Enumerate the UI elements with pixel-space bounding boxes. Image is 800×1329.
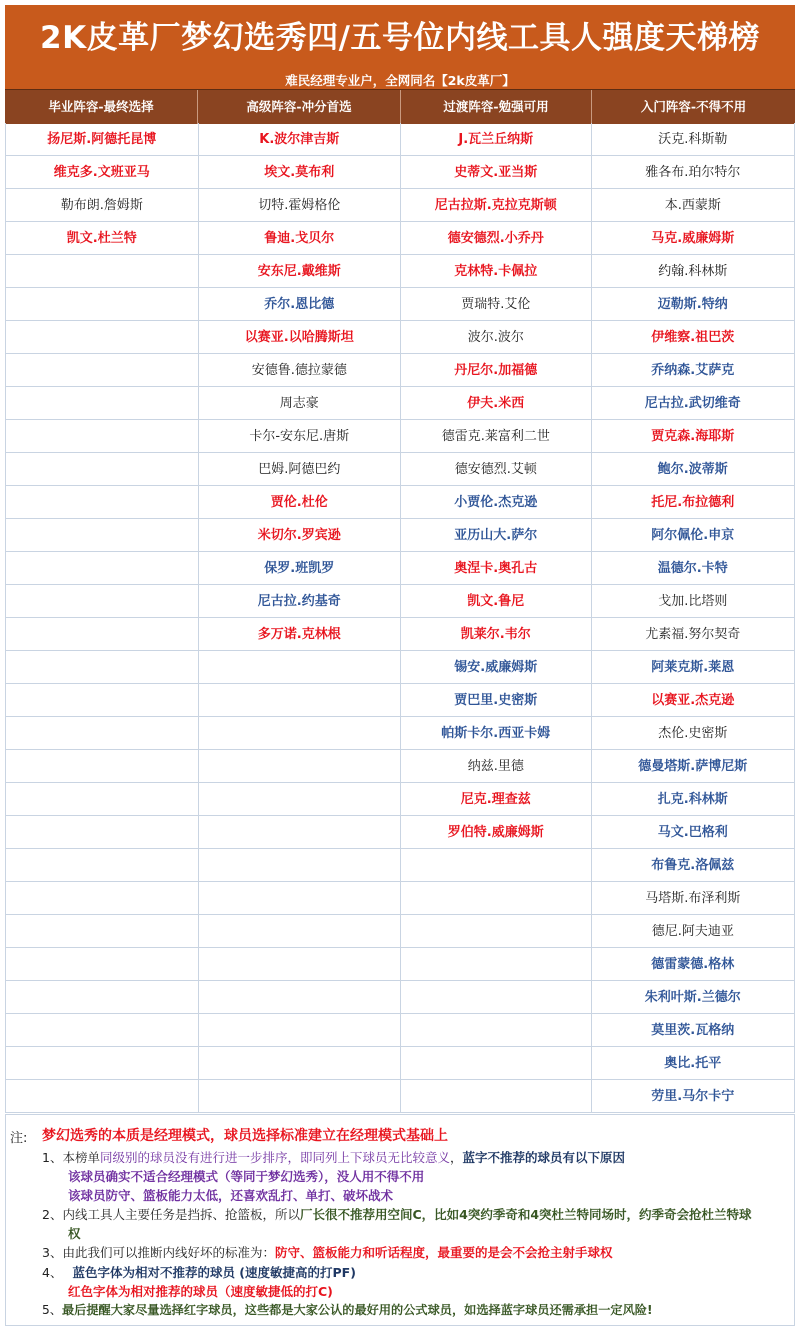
player-cell: 戈加.比塔则 (592, 585, 794, 618)
player-cell: 米切尔.罗宾逊 (199, 519, 400, 552)
empty-cell (199, 1080, 400, 1113)
empty-cell (6, 585, 198, 618)
empty-cell (199, 849, 400, 882)
empty-cell (199, 816, 400, 849)
empty-cell (6, 1014, 198, 1047)
empty-cell (199, 981, 400, 1014)
player-cell: 德尼.阿夫迪亚 (592, 915, 794, 948)
empty-cell (6, 915, 198, 948)
player-cell: 尼克.理查兹 (401, 783, 591, 816)
empty-cell (6, 684, 198, 717)
table-header (5, 89, 795, 124)
note-2-green: 厂长很不推荐用空间C，比如4突约季奇和4突杜兰特同场时，约季奇会抢杜兰特球 (299, 1207, 752, 1222)
player-cell: 德安德烈.艾顿 (401, 453, 591, 486)
empty-cell (6, 288, 198, 321)
note-1 (42, 1148, 625, 1166)
empty-cell (6, 816, 198, 849)
notes-section (5, 1114, 795, 1326)
player-cell: 切特.霍姆格伦 (199, 189, 400, 222)
player-cell: 保罗.班凯罗 (199, 552, 400, 585)
empty-cell (199, 651, 400, 684)
empty-cell (6, 618, 198, 651)
player-cell: 多万诺.克林根 (199, 618, 400, 651)
player-cell: 贾巴里.史密斯 (401, 684, 591, 717)
player-cell: 扬尼斯.阿德托昆博 (6, 123, 198, 156)
empty-cell (401, 849, 591, 882)
note-4-red: 红色字体为相对推荐的球员（速度敏捷低的打C) (68, 1284, 333, 1299)
player-cell: 莫里茨.瓦格纳 (592, 1014, 794, 1047)
empty-cell (401, 915, 591, 948)
player-cell: 雅各布.珀尔特尔 (592, 156, 794, 189)
player-cell: 乔尔.恩比德 (199, 288, 400, 321)
player-cell: 马塔斯.布泽利斯 (592, 882, 794, 915)
page-subtitle: 难民经理专业户，全网同名【2k皮革厂】 (285, 73, 515, 88)
player-cell: 杰伦.史密斯 (592, 717, 794, 750)
tier-column-3 (401, 123, 592, 1113)
empty-cell (6, 783, 198, 816)
player-cell: 以赛亚.杰克逊 (592, 684, 794, 717)
empty-cell (199, 750, 400, 783)
empty-cell (401, 1014, 591, 1047)
player-cell: 劳里.马尔卡宁 (592, 1080, 794, 1113)
column-header-4: 入门阵容-不得不用 (640, 99, 747, 114)
player-cell: 贾伦.杜伦 (199, 486, 400, 519)
column-header-1: 毕业阵容-最终选择 (5, 90, 198, 124)
player-cell: 尤素福.努尔契奇 (592, 618, 794, 651)
note-4-blue: 蓝色字体为相对不推荐的球员 (速度敏捷高的打PF) (72, 1265, 356, 1280)
empty-cell (199, 915, 400, 948)
player-cell: 尼古拉斯.克拉克斯顿 (401, 189, 591, 222)
empty-cell (6, 387, 198, 420)
player-cell: 约翰.科林斯 (592, 255, 794, 288)
player-cell: 埃文.莫布利 (199, 156, 400, 189)
player-cell: K.波尔津吉斯 (199, 123, 400, 156)
notes-prefix: 注: (10, 1131, 28, 1146)
note-1-sub1: 该球员确实不适合经理模式（等同于梦幻选秀），没人用不得不用 (68, 1169, 425, 1184)
player-cell: 贾瑞特.艾伦 (401, 288, 591, 321)
player-cell: 德安德烈.小乔丹 (401, 222, 591, 255)
empty-cell (199, 948, 400, 981)
empty-cell (401, 981, 591, 1014)
empty-cell (6, 651, 198, 684)
player-cell: 安德鲁.德拉蒙德 (199, 354, 400, 387)
note-4 (42, 1263, 356, 1281)
player-cell: 迈勒斯.特纳 (592, 288, 794, 321)
note-1-comma: ， (449, 1150, 463, 1165)
player-cell: 马文.巴格利 (592, 816, 794, 849)
empty-cell (6, 750, 198, 783)
note-4-lead: 4、 (42, 1265, 63, 1280)
player-cell: 纳兹.里德 (401, 750, 591, 783)
empty-cell (6, 486, 198, 519)
empty-cell (401, 1047, 591, 1080)
player-cell: 卡尔-安东尼.唐斯 (199, 420, 400, 453)
player-cell: 史蒂文.亚当斯 (401, 156, 591, 189)
empty-cell (6, 354, 198, 387)
note-3-lead: 3、由此我们可以推断内线好坏的标准为： (42, 1245, 275, 1260)
player-cell: 沃克.科斯勒 (592, 123, 794, 156)
empty-cell (6, 453, 198, 486)
empty-cell (6, 420, 198, 453)
player-cell: 以赛亚.以哈腾斯坦 (199, 321, 400, 354)
player-cell: 伊夫.米西 (401, 387, 591, 420)
empty-cell (6, 717, 198, 750)
player-cell: 巴姆.阿德巴约 (199, 453, 400, 486)
note-5 (42, 1301, 653, 1318)
player-cell: 奥涅卡.奥孔古 (401, 552, 591, 585)
empty-cell (6, 1047, 198, 1080)
empty-cell (6, 1080, 198, 1113)
player-cell: 德曼塔斯.萨博尼斯 (592, 750, 794, 783)
note-2-lead: 2、内线工具人主要任务是挡拆、抢篮板，所以 (42, 1207, 300, 1222)
player-cell: 小贾伦.杰克逊 (401, 486, 591, 519)
player-cell: 勒布朗.詹姆斯 (6, 189, 198, 222)
player-cell: 维克多.文班亚马 (6, 156, 198, 189)
tier-table (5, 123, 795, 1113)
title-banner (5, 5, 795, 89)
empty-cell (199, 684, 400, 717)
empty-cell (6, 849, 198, 882)
player-cell: 周志豪 (199, 387, 400, 420)
note-2 (42, 1205, 752, 1223)
note-1-purple: 同级别的球员没有进行进一步排序，即同列上下球员无比较意义 (99, 1150, 450, 1165)
player-cell: 温德尔.卡特 (592, 552, 794, 585)
note-1-blue: 蓝字不推荐的球员有以下原因 (462, 1150, 625, 1165)
player-cell: 本.西蒙斯 (592, 189, 794, 222)
player-cell: 凯文.杜兰特 (6, 222, 198, 255)
player-cell: 尼古拉.约基奇 (199, 585, 400, 618)
player-cell: 乔纳森.艾萨克 (592, 354, 794, 387)
note-5-lead: 5、 (42, 1303, 62, 1317)
player-cell: 波尔.波尔 (401, 321, 591, 354)
player-cell: 鲁迪.戈贝尔 (199, 222, 400, 255)
empty-cell (199, 717, 400, 750)
player-cell: 鲍尔.波蒂斯 (592, 453, 794, 486)
empty-cell (199, 783, 400, 816)
tier-column-4 (592, 123, 794, 1113)
note-5-green: 最后提醒大家尽量选择红字球员，这些都是大家公认的最好用的公式球员，如选择蓝字球员还需承担一定风险! (61, 1303, 653, 1317)
player-cell: 凯文.鲁尼 (401, 585, 591, 618)
empty-cell (401, 1080, 591, 1113)
empty-cell (6, 981, 198, 1014)
tier-column-2 (199, 123, 401, 1113)
player-cell: 托尼.布拉德利 (592, 486, 794, 519)
player-cell: 德雷克.莱富利二世 (401, 420, 591, 453)
player-cell: 凯莱尔.韦尔 (401, 618, 591, 651)
player-cell: 朱利叶斯.兰德尔 (592, 981, 794, 1014)
notes-headline: 梦幻选秀的本质是经理模式，球员选择标准建立在经理模式基础上 (42, 1128, 448, 1144)
player-cell: 安东尼.戴维斯 (199, 255, 400, 288)
player-cell: 马克.威廉姆斯 (592, 222, 794, 255)
note-1-sub2: 该球员防守、篮板能力太低，还喜欢乱打、单打、破坏战术 (68, 1188, 394, 1203)
player-cell: 贾克森.海耶斯 (592, 420, 794, 453)
note-2-cont: 权 (68, 1226, 81, 1241)
note-3-red: 防守、篮板能力和听话程度，最重要的是会不会抢主射手球权 (274, 1245, 613, 1260)
player-cell: 克林特.卡佩拉 (401, 255, 591, 288)
empty-cell (6, 321, 198, 354)
empty-cell (6, 519, 198, 552)
note-1-lead: 1、本榜单 (42, 1150, 100, 1165)
player-cell: 丹尼尔.加福德 (401, 354, 591, 387)
player-cell: 锡安.威廉姆斯 (401, 651, 591, 684)
empty-cell (401, 948, 591, 981)
player-cell: 罗伯特.威廉姆斯 (401, 816, 591, 849)
player-cell: 阿莱克斯.莱恩 (592, 651, 794, 684)
column-header-2: 高级阵容-冲分首选 (198, 90, 401, 124)
note-3 (42, 1243, 612, 1261)
player-cell: 扎克.科林斯 (592, 783, 794, 816)
player-cell: 帕斯卡尔.西亚卡姆 (401, 717, 591, 750)
player-cell: 阿尔佩伦.申京 (592, 519, 794, 552)
player-cell: 德雷蒙德.格林 (592, 948, 794, 981)
empty-cell (199, 1047, 400, 1080)
tier-column-1 (6, 123, 199, 1113)
player-cell: 尼古拉.武切维奇 (592, 387, 794, 420)
empty-cell (199, 1014, 400, 1047)
empty-cell (199, 882, 400, 915)
empty-cell (6, 552, 198, 585)
empty-cell (6, 948, 198, 981)
player-cell: 伊维察.祖巴茨 (592, 321, 794, 354)
player-cell: 亚历山大.萨尔 (401, 519, 591, 552)
page-title: 2K皮革厂梦幻选秀四/五号位内线工具人强度天梯榜 (40, 20, 760, 56)
empty-cell (401, 882, 591, 915)
column-header-3: 过渡阵容-勉强可用 (401, 90, 592, 124)
empty-cell (6, 255, 198, 288)
empty-cell (6, 882, 198, 915)
player-cell: J.瓦兰丘纳斯 (401, 123, 591, 156)
player-cell: 布鲁克.洛佩兹 (592, 849, 794, 882)
player-cell: 奥比.托平 (592, 1047, 794, 1080)
